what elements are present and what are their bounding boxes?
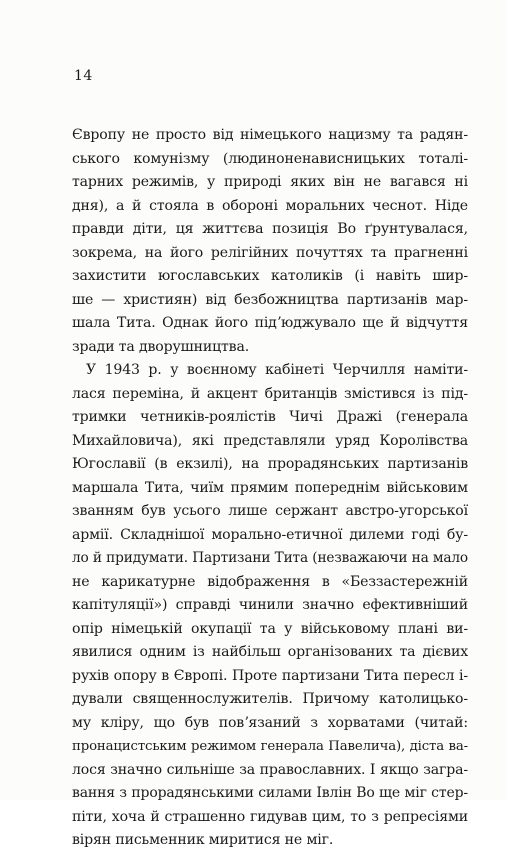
text-line: ше — християн) від безбожництва партизанів мар-: [72, 291, 468, 308]
text-line: Михайловича), які представляли уряд Королівства: [72, 432, 468, 449]
text-line: захистити югославських католиків (і навіть шир-: [72, 268, 468, 284]
text-line: дували священнослужителів. Причому католицько-: [72, 691, 468, 707]
text-line: Європу не просто від німецького нацизму та радян-: [72, 127, 468, 143]
text-line: зокрема, на його релігійних почуттях та прагненні: [72, 244, 468, 261]
text-line: му кліру, що був повʼязаний з хорватами (читай:: [72, 714, 468, 731]
text-line: Югославії (в екзилі), на прорадянських партизанів: [72, 456, 468, 472]
text-line: тарних режимів, у природі яких він не вагався ні: [72, 174, 468, 190]
text-line: лося значно сильніше за православних. І якщо загра-: [72, 761, 468, 778]
text-line: армії. Складнішої морально-етичної дилеми годі бу-: [72, 526, 468, 543]
text-line: ського комунізму (людиноненависницьких тоталі-: [72, 150, 468, 167]
text-line: пронацистським режимом генерала Павелича), діста ва-: [72, 739, 468, 754]
text-line: вірян письменник миритися не міг.: [72, 832, 334, 848]
body-text: [72, 124, 468, 853]
text-line: ло й придумати. Партизани Тита (незважаючи на мало: [72, 550, 468, 566]
text-line: зради та дворушництва.: [72, 338, 250, 355]
text-line: рухів опору в Європі. Проте партизани Тита пересл і-: [72, 667, 468, 684]
text-line: У 1943 р. у воєнному кабінеті Черчилля наміти-: [86, 362, 468, 378]
text-line: лася переміна, й акцент британців змістився із під-: [72, 385, 468, 402]
text-line: не карикатурне відображення в «Беззастережній: [72, 573, 468, 590]
text-line: опір німецькій окупації та у військовому плані ви-: [72, 620, 468, 637]
text-line: тримки четників-роялістів Чичі Дражі (генерала: [72, 409, 468, 425]
text-line: шала Тита. Однак його підʼюджувало ще й відчуття: [72, 315, 468, 331]
text-line: явилися одним із найбільш організованих та дієвих: [72, 644, 468, 660]
text-line: званням був усього лише сержант австро-угорської: [72, 503, 468, 519]
page-number: 14: [74, 68, 93, 84]
text-line: вання з прорадянськими силами Івлін Во ще міг стер-: [72, 785, 468, 801]
text-line: правди діти, ця життєва позиція Во ґрунтувалася,: [72, 221, 468, 237]
text-line: маршала Тита, чиїм прямим попереднім військовим: [72, 479, 468, 496]
text-line: капітуляції») справді чинили значно ефективніший: [72, 597, 468, 613]
text-line: піти, хоча й страшенно гидував цим, то з репресіями: [72, 808, 468, 825]
text-line: дня), а й стояла в обороні моральних чеснот. Ніде: [72, 197, 468, 214]
